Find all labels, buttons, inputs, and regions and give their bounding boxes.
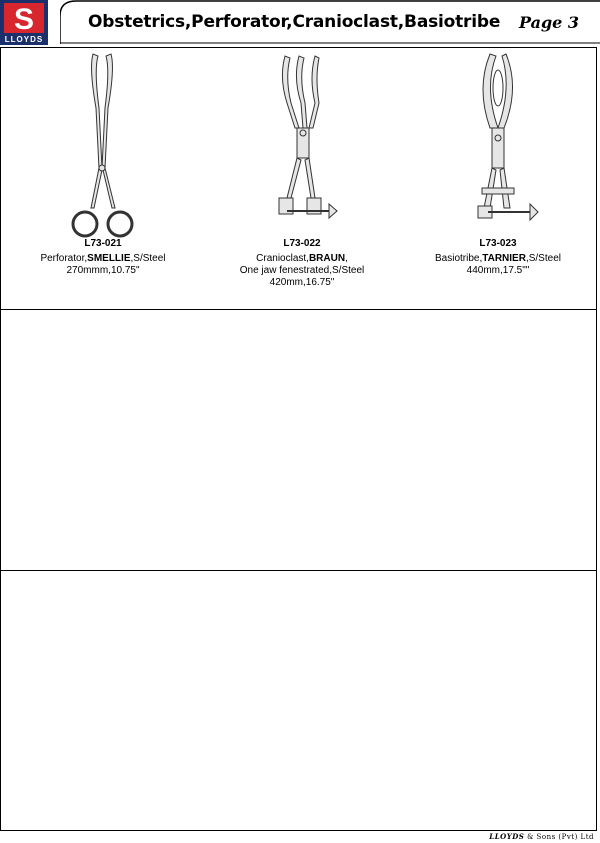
product-detail: One jaw fenestrated,S/Steel: [239, 265, 365, 276]
basiotribe-image: [448, 48, 548, 238]
product-name: Basiotribe,TARNIER,S/Steel: [435, 253, 561, 264]
empty-panel: [0, 309, 597, 571]
product-name: Cranioclast,BRAUN,: [256, 253, 348, 264]
product-card[interactable]: [202, 48, 402, 289]
product-card[interactable]: [398, 48, 598, 277]
empty-panel: [0, 570, 597, 831]
product-code: L73-023: [479, 238, 517, 249]
product-size: 420mm,16.75": [269, 277, 335, 288]
perforator-image: [63, 48, 143, 238]
product-name: Perforator,SMELLIE,S/Steel: [40, 253, 166, 264]
page-number: Page 3: [519, 13, 580, 32]
cranioclast-image: [257, 48, 347, 238]
logo-letter: S: [13, 3, 35, 36]
logo-text: LLOYDS: [4, 35, 44, 44]
product-size: 440mm,17.5"": [466, 265, 530, 276]
product-code: L73-022: [283, 238, 321, 249]
lloyds-logo: [0, 0, 48, 45]
product-panel: [0, 47, 597, 310]
page-title: Obstetrics,Perforator,Cranioclast,Basiotribe: [88, 12, 501, 32]
footer-company: LLOYDS & Sons (Pvt) Ltd: [489, 832, 594, 841]
product-code: L73-021: [84, 238, 122, 249]
product-card[interactable]: [3, 48, 203, 277]
product-size: 270mmm,10.75": [66, 265, 140, 276]
